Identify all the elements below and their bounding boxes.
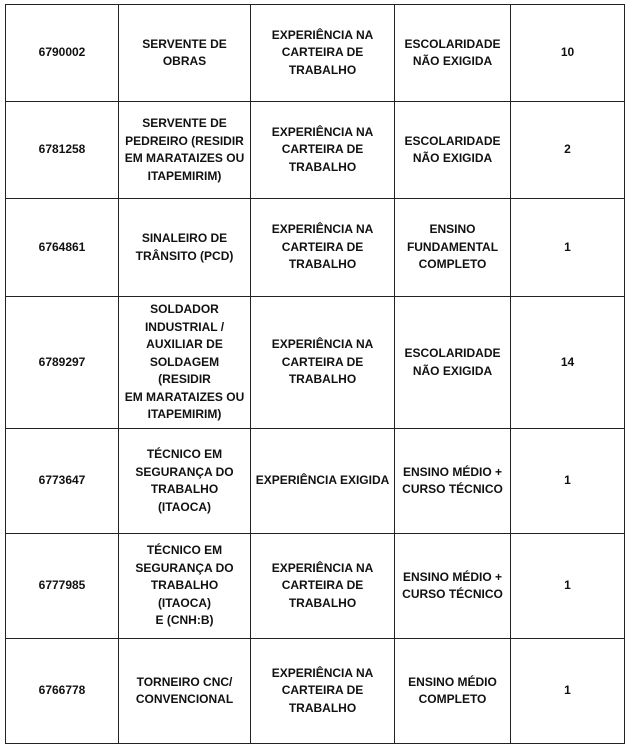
education-cell: ENSINO MÉDIO + CURSO TÉCNICO — [395, 429, 511, 534]
education-cell: ENSINO MÉDIO + CURSO TÉCNICO — [395, 534, 511, 639]
job-code-cell: 6789297 — [6, 297, 119, 429]
experience-cell: EXPERIÊNCIA NA CARTEIRA DE TRABALHO — [251, 5, 395, 102]
education-cell: ESCOLARIDADE NÃO EXIGIDA — [395, 102, 511, 199]
job-role-cell: TORNEIRO CNC/ CONVENCIONAL — [119, 639, 251, 744]
vacancies-cell: 1 — [511, 429, 625, 534]
job-code-cell: 6773647 — [6, 429, 119, 534]
job-role-cell: SOLDADOR INDUSTRIAL / AUXILIAR DE SOLDAGEM (RESIDIR EM MARATAIZES OU ITAPEMIRIM) — [119, 297, 251, 429]
vacancies-cell: 1 — [511, 639, 625, 744]
vacancies-cell: 1 — [511, 534, 625, 639]
table-row — [6, 639, 625, 744]
education-cell: ENSINO FUNDAMENTAL COMPLETO — [395, 199, 511, 297]
experience-cell: EXPERIÊNCIA NA CARTEIRA DE TRABALHO — [251, 102, 395, 199]
job-code-cell: 6790002 — [6, 5, 119, 102]
experience-cell: EXPERIÊNCIA NA CARTEIRA DE TRABALHO — [251, 639, 395, 744]
table-row — [6, 534, 625, 639]
vacancies-cell: 10 — [511, 5, 625, 102]
job-role-cell: SERVENTE DE OBRAS — [119, 5, 251, 102]
table-row — [6, 102, 625, 199]
job-role-cell: TÉCNICO EM SEGURANÇA DO TRABALHO (ITAOCA) — [119, 429, 251, 534]
education-cell: ENSINO MÉDIO COMPLETO — [395, 639, 511, 744]
experience-cell: EXPERIÊNCIA NA CARTEIRA DE TRABALHO — [251, 297, 395, 429]
vacancies-cell: 1 — [511, 199, 625, 297]
table-row — [6, 429, 625, 534]
table-row — [6, 199, 625, 297]
experience-cell: EXPERIÊNCIA EXIGIDA — [251, 429, 395, 534]
education-cell: ESCOLARIDADE NÃO EXIGIDA — [395, 5, 511, 102]
table-row — [6, 297, 625, 429]
job-vacancies-table — [5, 4, 625, 744]
table-row — [6, 5, 625, 102]
job-code-cell: 6781258 — [6, 102, 119, 199]
experience-cell: EXPERIÊNCIA NA CARTEIRA DE TRABALHO — [251, 534, 395, 639]
education-cell: ESCOLARIDADE NÃO EXIGIDA — [395, 297, 511, 429]
job-role-cell: SINALEIRO DE TRÂNSITO (PCD) — [119, 199, 251, 297]
job-code-cell: 6764861 — [6, 199, 119, 297]
job-role-cell: SERVENTE DE PEDREIRO (RESIDIR EM MARATAIZES OU ITAPEMIRIM) — [119, 102, 251, 199]
job-code-cell: 6777985 — [6, 534, 119, 639]
job-code-cell: 6766778 — [6, 639, 119, 744]
vacancies-cell: 14 — [511, 297, 625, 429]
job-role-cell: TÉCNICO EM SEGURANÇA DO TRABALHO (ITAOCA) E (CNH:B) — [119, 534, 251, 639]
experience-cell: EXPERIÊNCIA NA CARTEIRA DE TRABALHO — [251, 199, 395, 297]
vacancies-cell: 2 — [511, 102, 625, 199]
